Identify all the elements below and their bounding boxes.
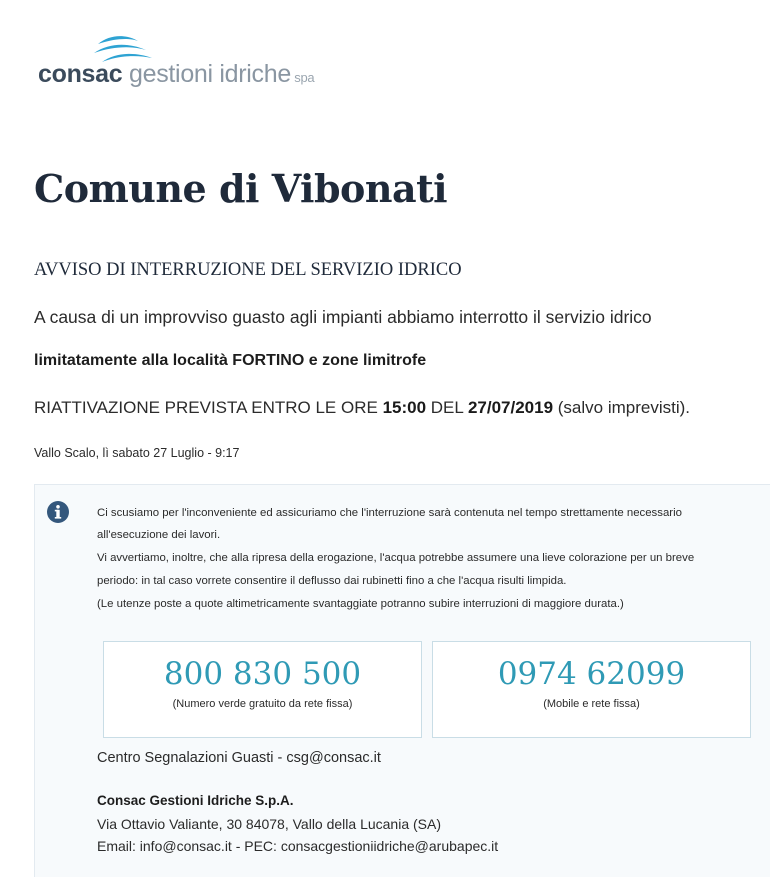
notice-line: Vi avvertiamo, inoltre, che alla ripresa della erogazione, l'acqua potrebbe assumere una lieve colorazione per un breve: [97, 552, 695, 564]
reactivation-suffix: (salvo imprevisti).: [553, 398, 690, 417]
page-title: Comune di Vibonati: [34, 166, 448, 211]
logo-text-spa: spa: [290, 70, 315, 85]
notice-line: periodo: in tal caso vorrete consentire il deflusso dai rubinetti fino a che l'acqua risulti limpida.: [97, 575, 567, 587]
notice-line: (Le utenze poste a quote altimetricamente svantaggiate potranno subire interruzioni di maggiore durata.): [97, 598, 624, 610]
toll-free-phone-number[interactable]: 800 830 500: [163, 656, 362, 692]
notice-line: all'esecuzione dei lavori.: [97, 529, 221, 541]
notice-cause-text: A causa di un improvviso guasto agli impianti abbiamo interrotto il servizio idrico: [34, 307, 652, 327]
company-logo: [38, 60, 314, 89]
company-address: Via Ottavio Valiante, 30 84078, Vallo della Lucania (SA): [97, 816, 441, 832]
logo-text-gestioni: gestioni idriche: [122, 60, 291, 88]
reactivation-date: 27/07/2019: [467, 398, 554, 417]
logo-text-consac: consac: [38, 60, 123, 88]
reactivation-prefix: RIATTIVAZIONE PREVISTA ENTRO LE ORE: [34, 398, 383, 417]
info-icon: [46, 500, 70, 524]
reactivation-time: 15:00: [382, 398, 427, 417]
mobile-number-box: [432, 641, 751, 738]
mobile-phone-label: (Mobile e rete fissa): [543, 698, 640, 710]
notice-area-text: limitatamente alla località FORTINO e zone limitrofe: [34, 352, 427, 369]
company-email: Email: info@consac.it - PEC: consacgestioniidriche@arubapec.it: [97, 838, 499, 854]
toll-free-number-box: [103, 641, 422, 738]
reactivation-middle: DEL: [426, 398, 468, 417]
reactivation-text: [34, 398, 690, 418]
place-date-line: Vallo Scalo, lì sabato 27 Luglio - 9:17: [34, 446, 240, 460]
company-name: Consac Gestioni Idriche S.p.A.: [97, 793, 294, 808]
mobile-phone-number[interactable]: 0974 62099: [497, 656, 686, 692]
fault-report-center: Centro Segnalazioni Guasti - csg@consac.it: [97, 750, 381, 766]
notice-line: Ci scusiamo per l'inconveniente ed assicuriamo che l'interruzione sarà contenuta nel tempo strettamente necessario: [97, 507, 682, 519]
notice-subtitle: AVVISO DI INTERRUZIONE DEL SERVIZIO IDRICO: [34, 260, 462, 280]
toll-free-phone-label: (Numero verde gratuito da rete fissa): [172, 698, 353, 710]
